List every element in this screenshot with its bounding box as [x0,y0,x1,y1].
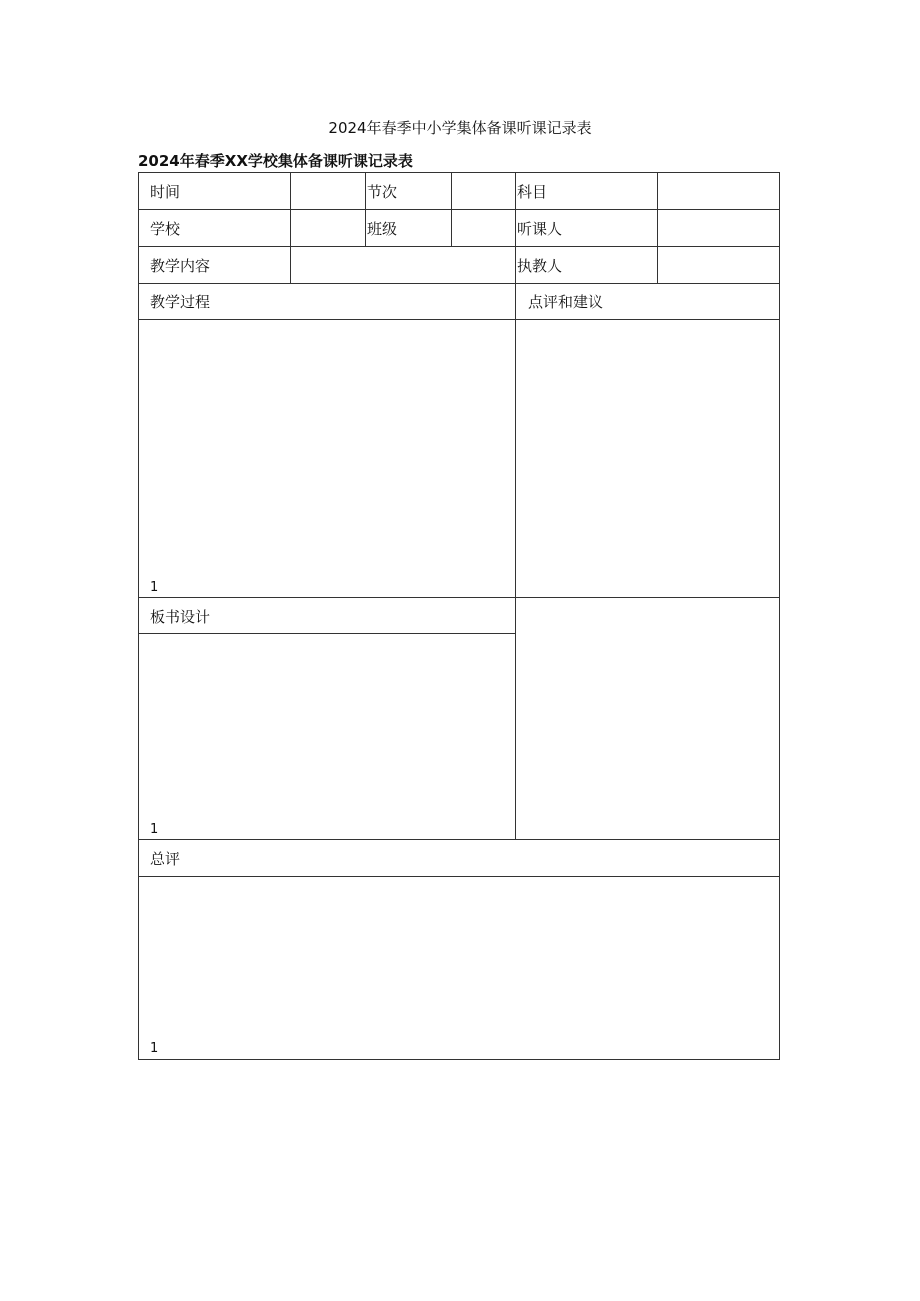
subject-label: 科目 [517,183,548,201]
summary-label: 总评 [150,850,181,868]
process-area[interactable] [139,320,515,597]
observer-label: 听课人 [517,220,563,238]
board-design-label: 板书设计 [150,608,211,626]
row-divider-3 [138,283,780,284]
content-label: 教学内容 [150,257,211,275]
form-title: 2024年春季XX学校集体备课听课记录表 [138,152,413,170]
content-field[interactable] [291,247,515,283]
document-title: 2024年春季中小学集体备课听课记录表 [328,119,592,137]
comments-area[interactable] [516,320,779,597]
board-comments-area[interactable] [516,598,779,839]
observer-field[interactable] [658,210,779,246]
col-divider-4 [515,172,516,283]
teacher-label: 执教人 [517,257,563,275]
period-field[interactable] [452,173,515,209]
class-field[interactable] [452,210,515,246]
period-label: 节次 [367,183,398,201]
board-page-number: 1 [150,822,159,837]
board-design-area[interactable] [139,634,515,839]
process-page-number: 1 [150,580,159,595]
school-field[interactable] [291,210,365,246]
summary-page-number: 1 [150,1041,159,1056]
time-field[interactable] [291,173,365,209]
lesson-observation-form [138,172,780,1060]
col-divider-2 [365,172,366,246]
process-label: 教学过程 [150,293,211,311]
teacher-field[interactable] [658,247,779,283]
class-label: 班级 [367,220,398,238]
school-label: 学校 [150,220,181,238]
time-label: 时间 [150,183,181,201]
summary-area[interactable] [139,877,779,1058]
row-divider-7 [138,839,780,840]
comments-label: 点评和建议 [528,293,604,311]
subject-field[interactable] [658,173,779,209]
